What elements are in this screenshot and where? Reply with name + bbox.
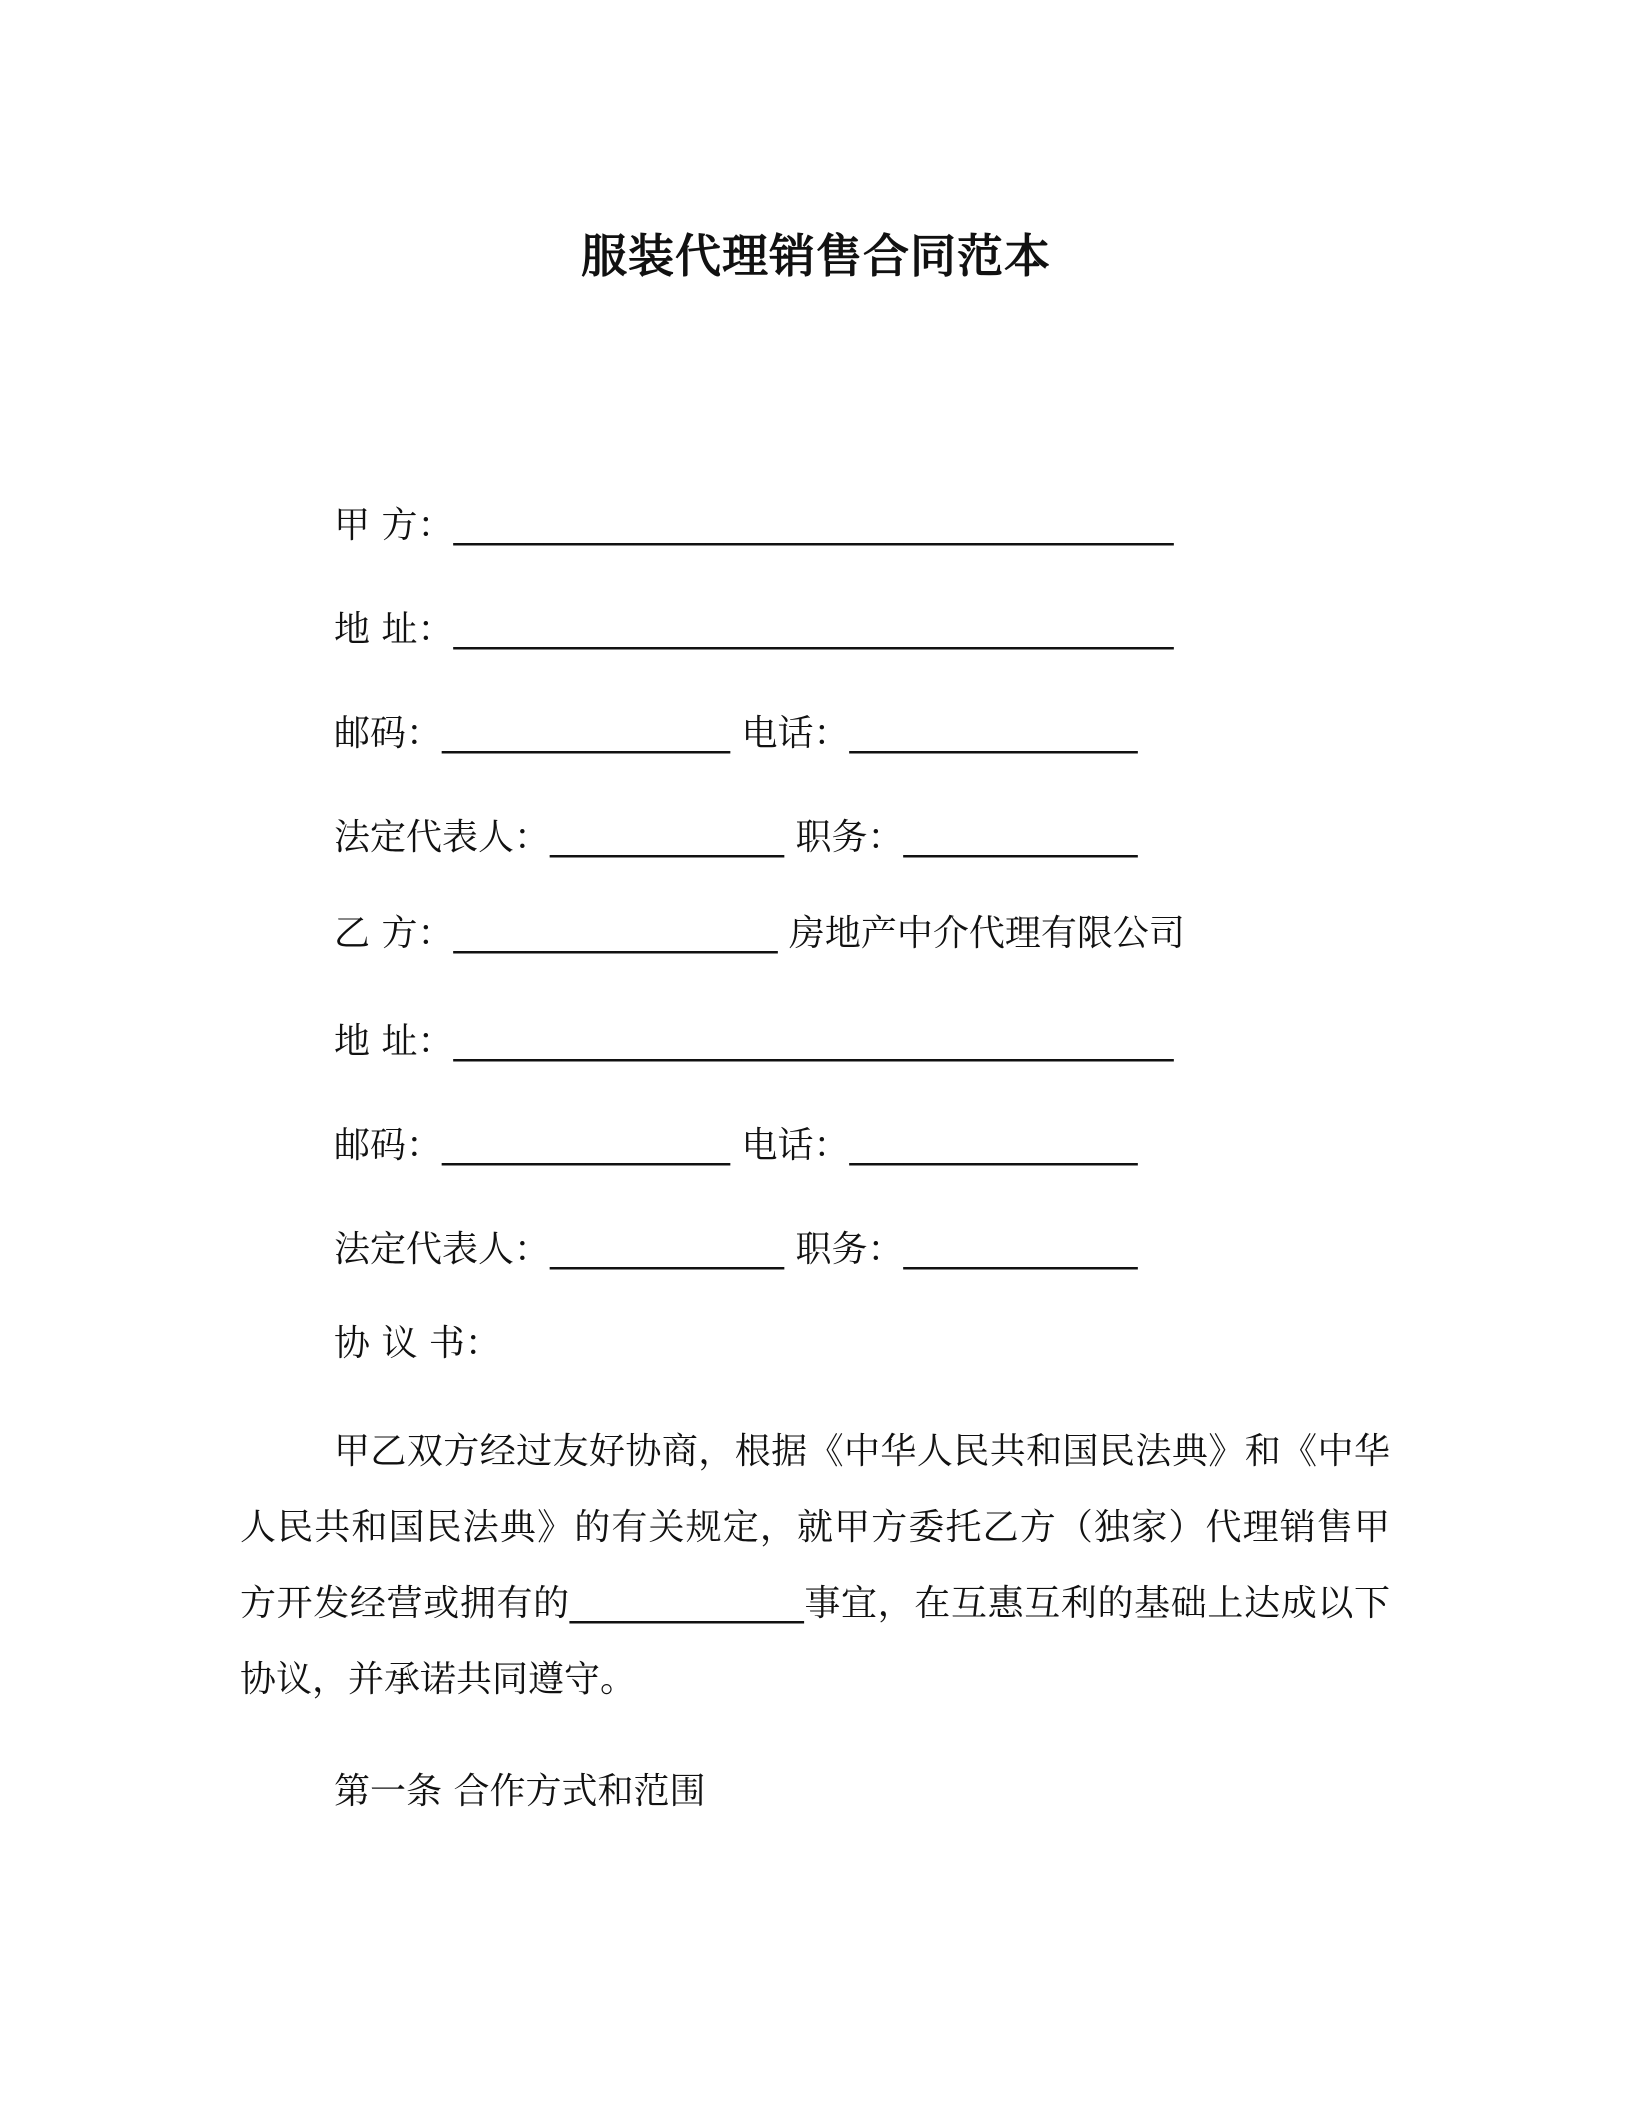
document-title: 服装代理销售合同范本 (581, 229, 1051, 283)
party-b-postcode-phone-line: 邮码：________________ 电话：________________ (334, 1125, 1138, 1166)
party-a-representative-line: 法定代表人：_____________ 职务：_____________ (334, 817, 1138, 858)
party-a-name-line: 甲 方：________________________________________ (334, 505, 1174, 546)
agreement-label: 协 议 书： (334, 1323, 501, 1364)
article-1-heading: 第一条 合作方式和范围 (334, 1771, 706, 1812)
party-a-address-line: 地 址：________________________________________ (334, 609, 1174, 650)
party-b-address-line: 地 址：________________________________________ (334, 1021, 1174, 1062)
party-a-postcode-phone-line: 邮码：________________ 电话：________________ (334, 713, 1138, 754)
intro-paragraph: 甲乙双方经过友好协商，根据《中华人民共和国民法典》和《中华人民共和国民法典》的有关规定，就甲方委托乙方（独家）代理销售甲方开发经营或拥有的_____________事宜，在互惠互利的基础上达成以下协议，并承诺共同遵守。 (240, 1431, 1390, 1700)
party-b-representative-line: 法定代表人：_____________ 职务：_____________ (334, 1229, 1138, 1270)
party-b-name-line: 乙 方：__________________ 房地产中介代理有限公司 (334, 913, 1185, 954)
